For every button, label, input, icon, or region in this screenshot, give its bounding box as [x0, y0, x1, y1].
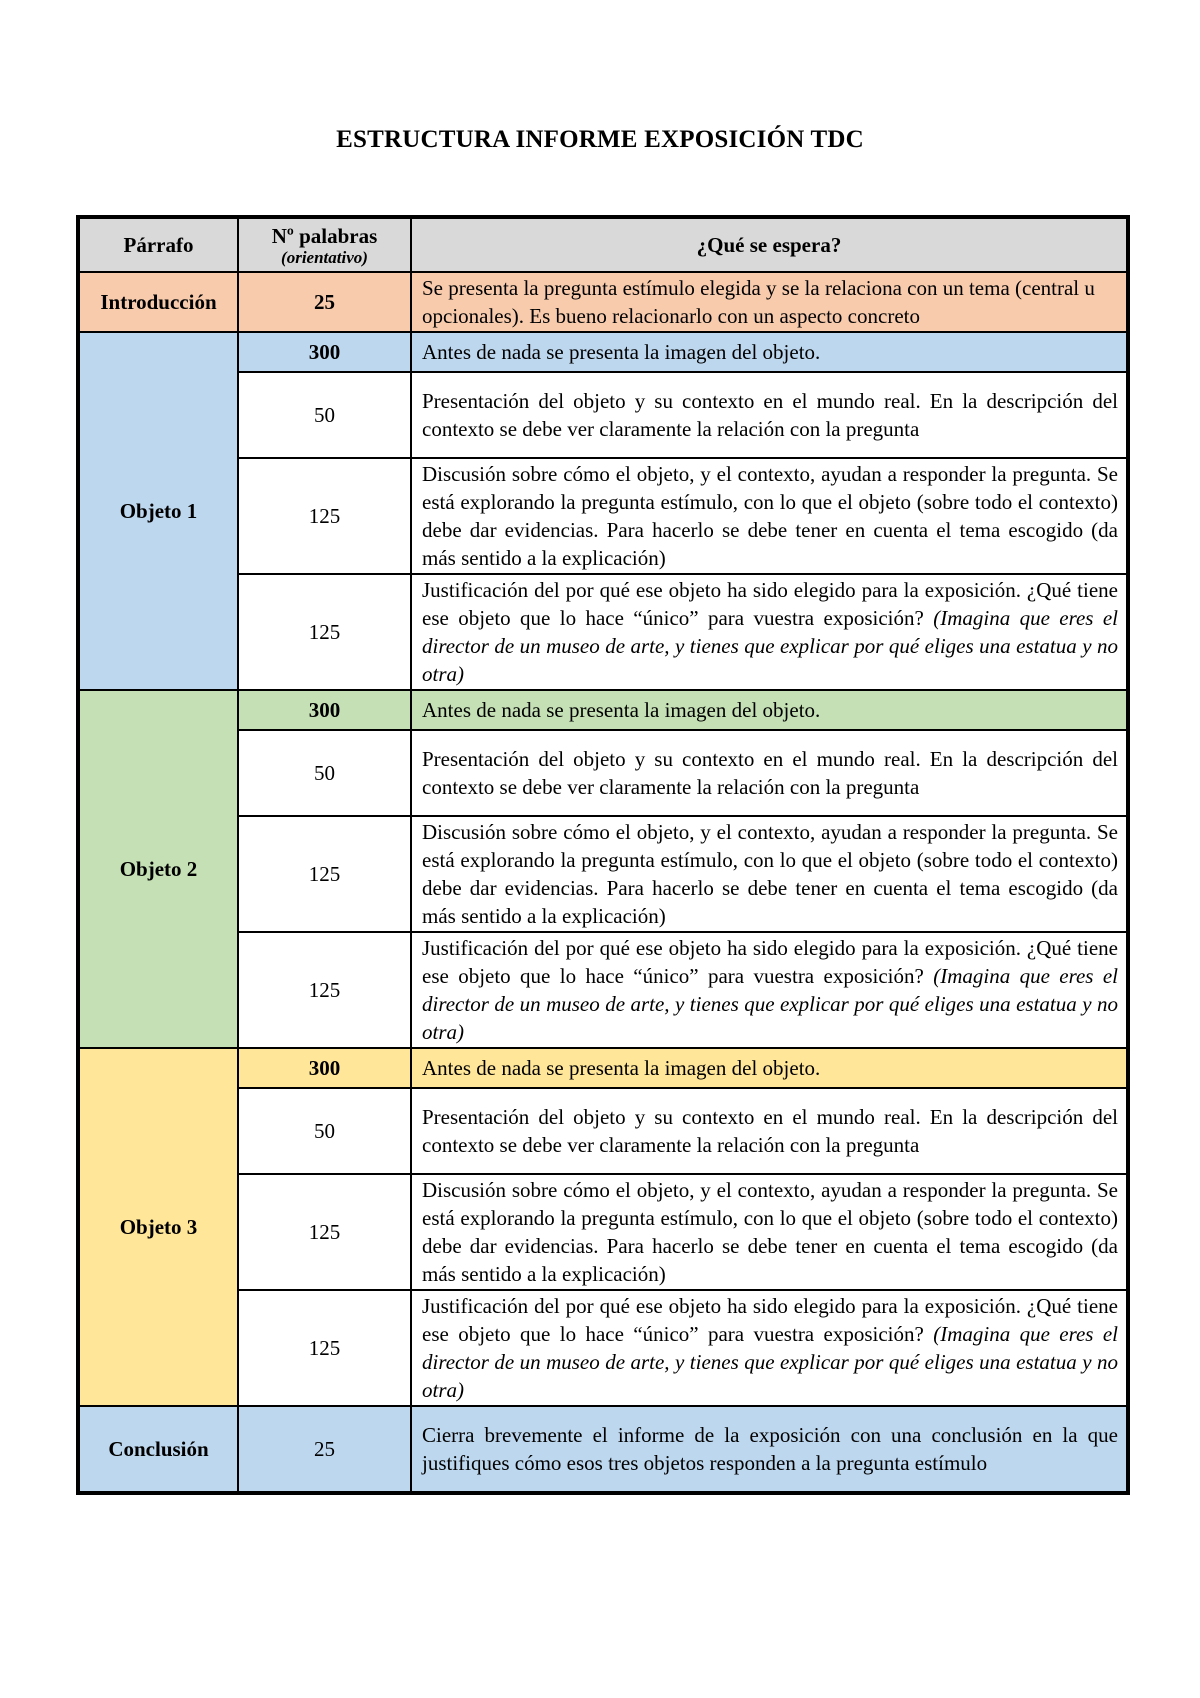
table-header-row: [78, 217, 1128, 272]
document-title: ESTRUCTURA INFORME EXPOSICIÓN TDC: [336, 126, 864, 153]
table-row: [78, 332, 1128, 372]
description-italic-note: (Imagina que eres el director de un museo de arte, y tienes que explicar por qué eliges una estatua y no otra): [422, 1322, 1119, 1402]
paragraph-label-objeto-3: Objeto 3: [78, 1048, 238, 1406]
table-row-conclusion: [78, 1406, 1128, 1493]
header-expected: ¿Qué se espera?: [411, 217, 1128, 272]
description: Discusión sobre cómo el objeto, y el contexto, ayudan a responder la pregunta. Se está explorando la pregunta estímulo, con lo que el objeto (sobre todo el contexto) debe dar evidencias. Para hacerlo se debe tener en cuenta el tema escogido (da más sentido a la explicación): [411, 1174, 1128, 1290]
paragraph-label-objeto-2: Objeto 2: [78, 690, 238, 1048]
description-italic-note: (Imagina que eres el director de un museo de arte, y tienes que explicar por qué eliges una estatua y no otra): [422, 964, 1119, 1044]
table-row-intro: [78, 272, 1128, 332]
word-count: 50: [238, 372, 411, 458]
description: Presentación del objeto y su contexto en el mundo real. En la descripción del contexto se debe ver claramente la relación con la pregunta: [411, 372, 1128, 458]
word-count: 125: [238, 1290, 411, 1406]
word-count: 125: [238, 458, 411, 574]
word-count: 300: [238, 690, 411, 730]
description-text: Justificación del por qué ese objeto ha sido elegido para la exposición. ¿Qué tiene ese objeto que lo hace “único” para vuestra exposición?: [422, 936, 1118, 988]
word-count-conclusion: 25: [238, 1406, 411, 1493]
word-count-intro: 25: [238, 272, 411, 332]
header-paragraph: Párrafo: [78, 217, 238, 272]
word-count: 50: [238, 730, 411, 816]
paragraph-label-conclusion: Conclusión: [78, 1406, 238, 1493]
description: Antes de nada se presenta la imagen del objeto.: [411, 690, 1128, 730]
report-structure-table: [76, 215, 1130, 1495]
word-count: 300: [238, 1048, 411, 1088]
table-row: [78, 690, 1128, 730]
word-count: 50: [238, 1088, 411, 1174]
description-italic-note: (Imagina que eres el director de un museo de arte, y tienes que explicar por qué eliges una estatua y no otra): [422, 606, 1119, 686]
header-word-count-sub: (orientativo): [281, 248, 368, 267]
description-intro: Se presenta la pregunta estímulo elegida y se la relaciona con un tema (central u opcionales). Es bueno relacionarlo con un aspecto concreto: [411, 272, 1128, 332]
description-conclusion: Cierra brevemente el informe de la exposición con una conclusión en la que justifiques cómo esos tres objetos responden a la pregunta estímulo: [411, 1406, 1128, 1493]
header-word-count: [238, 217, 411, 272]
word-count: 125: [238, 932, 411, 1048]
word-count: 125: [238, 816, 411, 932]
description: [411, 574, 1128, 690]
description: Discusión sobre cómo el objeto, y el contexto, ayudan a responder la pregunta. Se está explorando la pregunta estímulo, con lo que el objeto (sobre todo el contexto) debe dar evidencias. Para hacerlo se debe tener en cuenta el tema escogido (da más sentido a la explicación): [411, 816, 1128, 932]
description: Discusión sobre cómo el objeto, y el contexto, ayudan a responder la pregunta. Se está explorando la pregunta estímulo, con lo que el objeto (sobre todo el contexto) debe dar evidencias. Para hacerlo se debe tener en cuenta el tema escogido (da más sentido a la explicación): [411, 458, 1128, 574]
description: Antes de nada se presenta la imagen del objeto.: [411, 1048, 1128, 1088]
table-row: [78, 1048, 1128, 1088]
description-text: Justificación del por qué ese objeto ha sido elegido para la exposición. ¿Qué tiene ese objeto que lo hace “único” para vuestra exposición?: [422, 1294, 1118, 1346]
word-count: 300: [238, 332, 411, 372]
description: Presentación del objeto y su contexto en el mundo real. En la descripción del contexto se debe ver claramente la relación con la pregunta: [411, 730, 1128, 816]
word-count: 125: [238, 1174, 411, 1290]
paragraph-label-intro: Introducción: [78, 272, 238, 332]
description: Antes de nada se presenta la imagen del objeto.: [411, 332, 1128, 372]
header-word-count-main: Nº palabras: [271, 224, 378, 248]
description: Presentación del objeto y su contexto en el mundo real. En la descripción del contexto se debe ver claramente la relación con la pregunta: [411, 1088, 1128, 1174]
description: [411, 1290, 1128, 1406]
description: [411, 932, 1128, 1048]
description-text: Justificación del por qué ese objeto ha sido elegido para la exposición. ¿Qué tiene ese objeto que lo hace “único” para vuestra exposición?: [422, 578, 1118, 630]
paragraph-label-objeto-1: Objeto 1: [78, 332, 238, 690]
word-count: 125: [238, 574, 411, 690]
